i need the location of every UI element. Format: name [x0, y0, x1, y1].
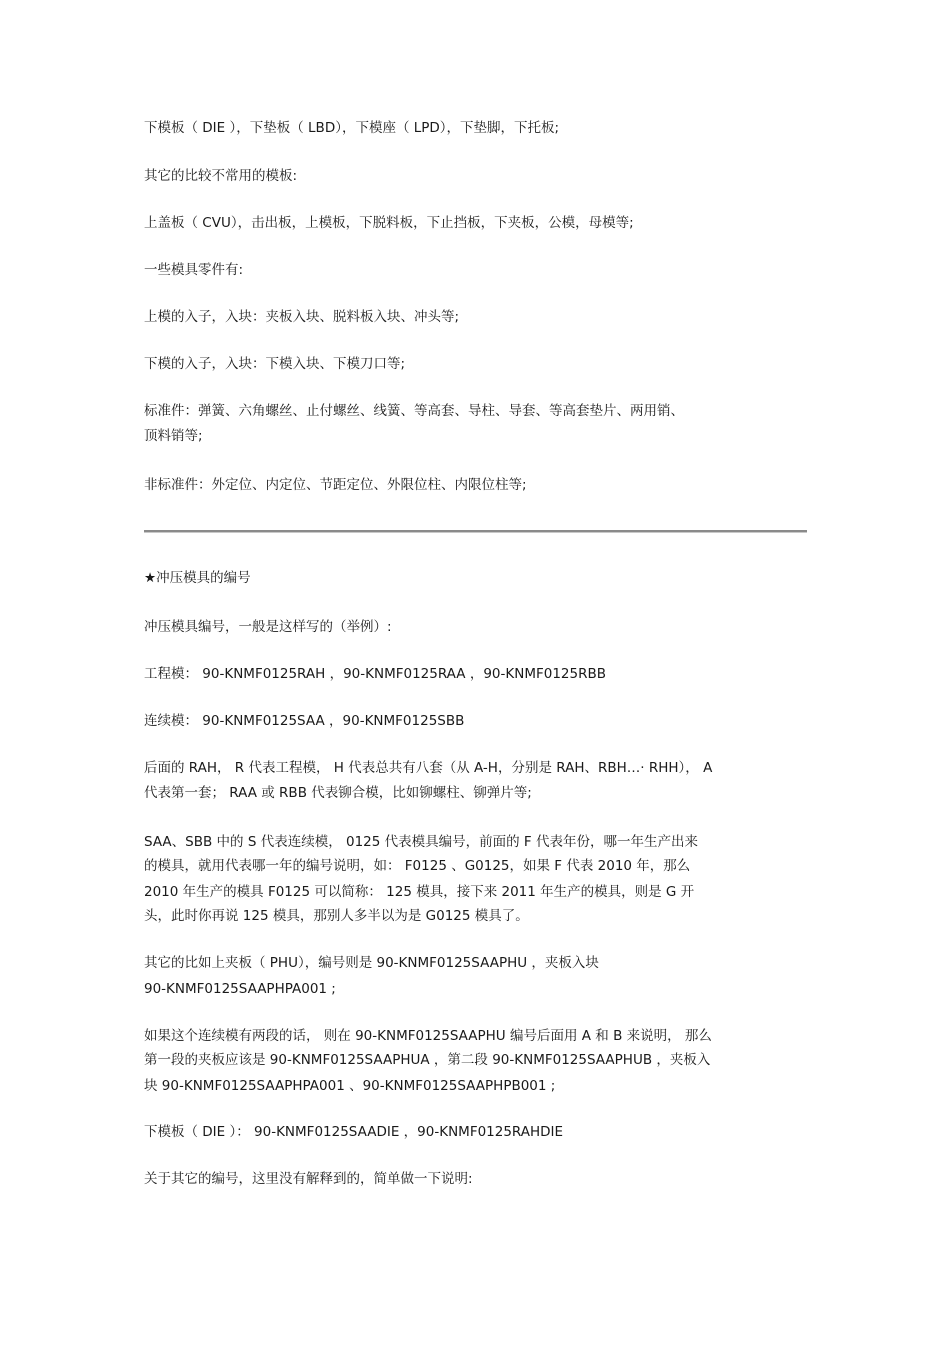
paragraph-saa-line3: 2010 年生产的模具 F0125 可以简称： 125 模具，接下来 2011 年生产的模具，则是 G 开	[144, 884, 695, 900]
paragraph-standard-parts-line1: 标准件：弹簧、六角螺丝、止付螺丝、线簧、等高套、导柱、导套、等高套垫片、两用销、	[144, 403, 684, 419]
paragraph-uncommon-plates: 上盖板（ CVU），击出板，上模板，下脱料板，下止挡板，下夹板，公模，母模等;	[144, 215, 634, 231]
paragraph-lower-plates: 下模板（ DIE ），下垫板（ LBD），下模座（ LPD），下垫脚，下托板;	[144, 120, 560, 136]
paragraph-progressive-molds: 连续模： 90-KNMF0125SAA ，90-KNMF0125SBB	[144, 713, 465, 729]
paragraph-saa-line1: SAA、SBB 中的 S 代表连续模， 0125 代表模具编号，前面的 F 代表年份，哪一年生产出来	[144, 834, 698, 850]
paragraph-standard-parts-line2: 顶料销等;	[144, 428, 203, 444]
paragraph-two-stage-line3: 块 90-KNMF0125SAAPHPA001 、90-KNMF0125SAAPHPB001 ;	[144, 1078, 556, 1094]
paragraph-saa-line2: 的模具，就用代表哪一年的编号说明，如： F0125 、G0125，如果 F 代表 2010 年，那么	[144, 858, 691, 874]
paragraph-two-stage-line2: 第一段的夹板应该是 90-KNMF0125SAAPHUA ，第二段 90-KNMF0125SAAPHUB ，夹板入	[144, 1052, 711, 1068]
paragraph-parts-intro: 一些模具零件有:	[144, 262, 244, 278]
paragraph-saa-line4: 头，此时你再说 125 模具，那别人多半以为是 G0125 模具了。	[144, 908, 529, 924]
paragraph-engineering-molds: 工程模： 90-KNMF0125RAH ，90-KNMF0125RAA ，90-KNMF0125RBB	[144, 666, 606, 682]
paragraph-other-numbers: 关于其它的编号，这里没有解释到的，简单做一下说明:	[144, 1171, 473, 1187]
paragraph-two-stage-line1: 如果这个连续模有两段的话， 则在 90-KNMF0125SAAPHU 编号后面用 A 和 B 来说明， 那么	[144, 1028, 712, 1044]
paragraph-nonstandard-parts: 非标准件：外定位、内定位、节距定位、外限位柱、内限位柱等;	[144, 477, 527, 493]
paragraph-die-numbers: 下模板（ DIE ）： 90-KNMF0125SAADIE ，90-KNMF0125RAHDIE	[144, 1124, 564, 1140]
paragraph-rah-line1: 后面的 RAH， R 代表工程模， H 代表总共有八套（从 A-H，分别是 RAH、RBH…· RHH）， A	[144, 760, 713, 776]
paragraph-rah-line2: 代表第一套； RAA 或 RBB 代表铆合模，比如铆螺柱、铆弹片等;	[144, 785, 532, 801]
paragraph-lower-inserts: 下模的入子，入块：下模入块、下模刀口等;	[144, 356, 406, 372]
section-divider	[144, 530, 807, 533]
paragraph-phu-line1: 其它的比如上夹板（ PHU），编号则是 90-KNMF0125SAAPHU ，夹板入块	[144, 955, 599, 971]
paragraph-phu-line2: 90-KNMF0125SAAPHPA001 ;	[144, 981, 336, 997]
paragraph-uncommon-plates-intro: 其它的比较不常用的模板:	[144, 168, 298, 184]
section-heading: ★冲压模具的编号	[144, 570, 251, 586]
paragraph-numbering-intro: 冲压模具编号，一般是这样写的（举例）:	[144, 619, 392, 635]
paragraph-upper-inserts: 上模的入子，入块：夹板入块、脱料板入块、冲头等;	[144, 309, 460, 325]
